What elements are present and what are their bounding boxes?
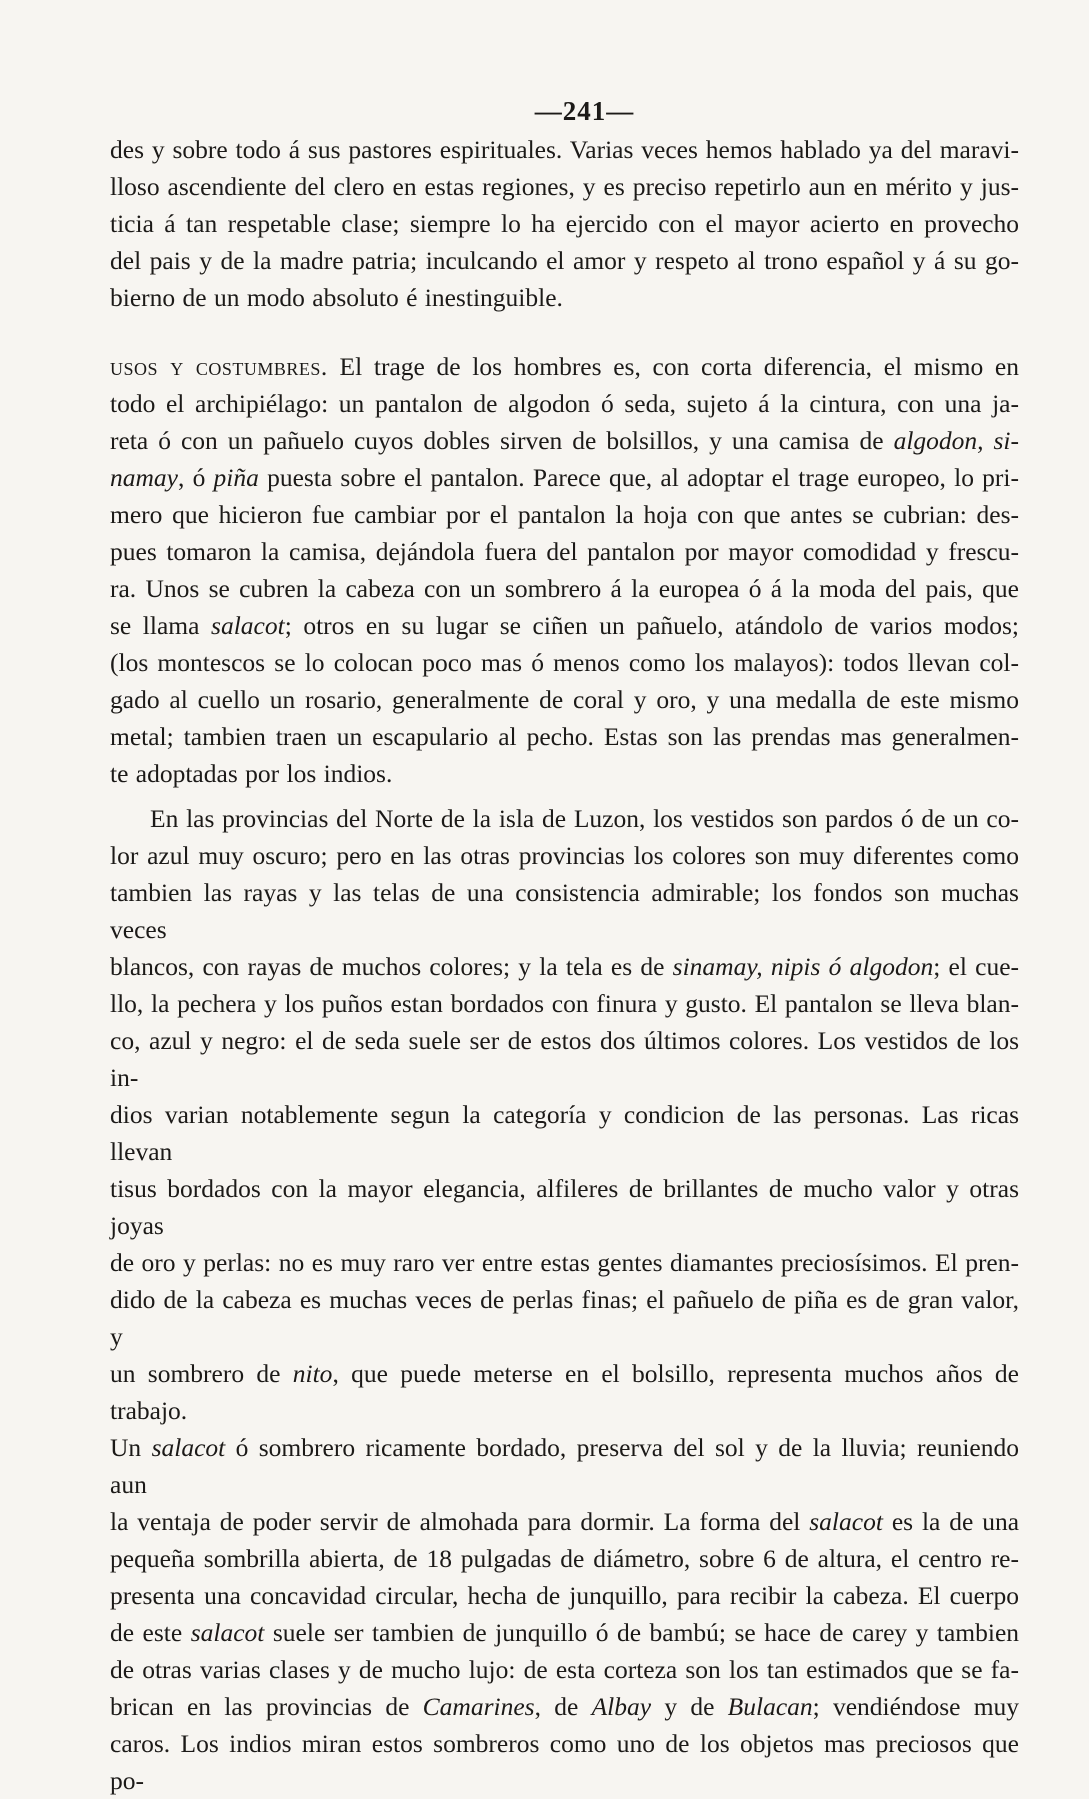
text-line: del pais y de la madre patria; inculcando el amor y respeto al trono español y á su go- [110, 246, 1019, 275]
text-line: co, azul y negro: el de seda suele ser de estos dos últimos colores. Los vestidos de los in- [110, 1026, 1019, 1092]
text-line: de oro y perlas: no es muy raro ver entre estas gentes diamantes preciosísimos. El pren- [110, 1248, 1019, 1277]
paragraph-clergy [110, 131, 1019, 316]
text-line: llo, la pechera y los puños estan bordados con finura y gusto. El pantalon se lleva blan- [110, 989, 1019, 1018]
paragraph-usos-y-costumbres [110, 348, 1019, 792]
text-line: Un salacot ó sombrero ricamente bordado, preserva del sol y de la lluvia; reuniendo aun [110, 1433, 1019, 1499]
text-line: tambien las rayas y las telas de una consistencia admirable; los fondos son muchas veces [110, 878, 1019, 944]
text-line: ra. Unos se cubren la cabeza con un sombrero á la europea ó á la moda del pais, que [110, 574, 1019, 603]
text-line: dido de la cabeza es muchas veces de perlas finas; el pañuelo de piña es de gran valor, y [110, 1285, 1019, 1351]
text-line: todo el archipiélago: un pantalon de algodon ó seda, sujeto á la cintura, con una ja- [110, 389, 1019, 418]
text-line: brican en las provincias de Camarines, de Albay y de Bulacan; vendiéndose muy [110, 1692, 1020, 1721]
text-line: tisus bordados con la mayor elegancia, alfileres de brillantes de mucho valor y otras joyas [110, 1174, 1019, 1240]
section-heading: usos y costumbres. [110, 352, 328, 381]
text-line: lloso ascendiente del clero en estas regiones, y es preciso repetirlo aun en mérito y jus- [110, 172, 1019, 201]
text-line: usos y costumbres. El trage de los hombres es, con corta diferencia, el mismo en [110, 352, 1019, 381]
text-line: gado al cuello un rosario, generalmente de coral y oro, y una medalla de este mismo [110, 685, 1019, 714]
text-line: te adoptadas por los indios. [110, 759, 393, 788]
text-line: caros. Los indios miran estos sombreros como uno de los objetos mas preciosos que po- [110, 1729, 1019, 1795]
text-line: reta ó con un pañuelo cuyos dobles sirven de bolsillos, y una camisa de algodon, si- [110, 426, 1020, 455]
text-line: ticia á tan respetable clase; siempre lo ha ejercido con el mayor acierto en provecho [110, 209, 1019, 238]
text-line: de este salacot suele ser tambien de junquillo ó de bambú; se hace de carey y tambien [110, 1618, 1020, 1647]
text-line: la ventaja de poder servir de almohada para dormir. La forma del salacot es la de una [110, 1507, 1020, 1536]
text-line: un sombrero de nito, que puede meterse en el bolsillo, representa muchos años de trabajo. [110, 1359, 1019, 1425]
text-line: mero que hicieron fue cambiar por el pantalon la hoja con que antes se cubrian: des- [110, 500, 1019, 529]
text-line: En las provincias del Norte de la isla de Luzon, los vestidos son pardos ó de un co- [150, 804, 1019, 833]
text-line: pues tomaron la camisa, dejándola fuera del pantalon por mayor comodidad y frescu- [110, 537, 1019, 566]
text-line: pequeña sombrilla abierta, de 18 pulgadas de diámetro, sobre 6 de altura, el centro re- [110, 1544, 1019, 1573]
text-line: se llama salacot; otros en su lugar se ciñen un pañuelo, atándolo de varios modos; [110, 611, 1019, 640]
text-line: des y sobre todo á sus pastores espirituales. Varias veces hemos hablado ya del maravi- [110, 135, 1019, 164]
text-line: (los montescos se lo colocan poco mas ó menos como los malayos): todos llevan col- [110, 648, 1019, 677]
paragraph-provincias [110, 800, 1019, 1799]
page-number: —241— [534, 96, 635, 126]
text-line: bierno de un modo absoluto é inestinguible. [110, 283, 563, 312]
text-line: lor azul muy oscuro; pero en las otras provincias los colores son muy diferentes como [110, 841, 1019, 870]
text-line: de otras varias clases y de mucho lujo: de esta corteza son los tan estimados que se fa- [110, 1655, 1019, 1684]
text-line: blancos, con rayas de muchos colores; y la tela es de sinamay, nipis ó algodon; el cue- [110, 952, 1020, 981]
text-line: namay, ó piña puesta sobre el pantalon. Parece que, al adoptar el trage europeo, lo pri- [110, 463, 1019, 492]
text-line: presenta una concavidad circular, hecha de junquillo, para recibir la cabeza. El cuerpo [110, 1581, 1019, 1610]
text-line: metal; tambien traen un escapulario al pecho. Estas son las prendas mas generalmen- [110, 722, 1019, 751]
text-line: dios varian notablemente segun la categoría y condicion de las personas. Las ricas llevan [110, 1100, 1019, 1166]
